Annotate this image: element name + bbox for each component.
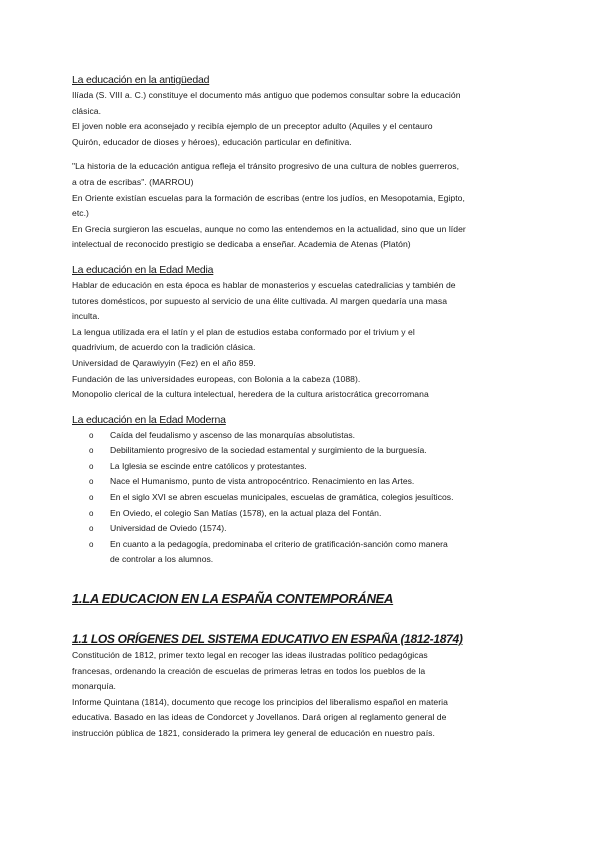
paragraph-line: Ilíada (S. VIII a. C.) constituye el documento más antiguo que podemos consultar sobre la educación xyxy=(72,90,461,100)
document-page xyxy=(72,72,532,742)
paragraph-line: educativa. Basado en las ideas de Condorcet y Jovellanos. Dará origen al reglamento general de xyxy=(72,712,447,723)
list-item: o En el siglo XVI se abren escuelas municipales, escuelas de gramática, colegios jesuíticos. xyxy=(72,490,532,506)
paragraph-line: Hablar de educación en esta época es hablar de monasterios y escuelas catedralicias y también de xyxy=(72,279,456,290)
paragraph-line: francesas, ordenando la creación de escuelas de primeras letras en todos los pueblos de la xyxy=(72,665,426,676)
quote-line: "La historia de la educación antigua refleja el tránsito progresivo de una cultura de nobles guerreros, xyxy=(72,161,460,172)
bullet-icon: o xyxy=(89,430,94,440)
section-title-edad-media: La educación en la Edad Media xyxy=(72,263,214,276)
paragraph-line: tutores domésticos, por supuesto al servicio de una élite cultivada. Al margen quedaría una masa xyxy=(72,295,448,306)
paragraph-line: intelectual de reconocido prestigio se dedicaba a enseñar. Academia de Atenas (Platón) xyxy=(72,239,411,250)
paragraph-line: La lengua utilizada era el latín y el plan de estudios estaba conformado por el trivium y el xyxy=(72,326,415,337)
list-item: o Nace el Humanismo, punto de vista antropocéntrico. Renacimiento en las Artes. xyxy=(72,474,532,490)
paragraph-line: El joven noble era aconsejado y recibía ejemplo de un preceptor adulto (Aquiles y el centauro xyxy=(72,121,433,132)
list-item: o Debilitamiento progresivo de la sociedad estamental y surgimiento de la burguesía. xyxy=(72,443,532,459)
list-item: o Caída del feudalismo y ascenso de las monarquías absolutistas. xyxy=(72,428,532,444)
bullet-icon: o xyxy=(89,461,94,471)
paragraph-line: quadrivium, de acuerdo con la tradición clásica. xyxy=(72,342,256,353)
paragraph-line: Quirón, educador de dioses y héroes), educación particular en definitiva. xyxy=(72,136,352,147)
list-item: o Universidad de Oviedo (1574). xyxy=(72,521,532,537)
paragraph-line: inculta. xyxy=(72,311,100,322)
section-title-antiguedad: La educación en la antigüedad xyxy=(72,74,210,86)
paragraph-line: monarquía. xyxy=(72,681,116,692)
list-item: o En cuanto a la pedagogía, predominaba el criterio de gratificación-sanción como manera de controlar a los alumnos. xyxy=(89,538,448,565)
list-item: o La Iglesia se escinde entre católicos y protestantes. xyxy=(72,459,532,475)
section-title-edad-moderna: La educación en la Edad Moderna xyxy=(72,413,226,426)
paragraph-line: Constitución de 1812, primer texto legal en recoger las ideas ilustradas político pedagógicas xyxy=(72,650,428,661)
bullet-list xyxy=(72,428,532,568)
paragraph-line: En Grecia surgieron las escuelas, aunque no como las entendemos en la actualidad, sino que un líder xyxy=(72,223,466,234)
bullet-icon: o xyxy=(89,493,94,503)
bullet-icon: o xyxy=(89,446,94,456)
chapter-heading: 1.LA EDUCACION EN LA ESPAÑA CONTEMPORÁNEA xyxy=(72,591,394,607)
paragraph-line: clásica. xyxy=(72,105,102,116)
paragraph-line: En Oriente existían escuelas para la formación de escribas (entre los judíos, en Mesopotamia, Egipto, xyxy=(72,192,465,203)
subsection-heading: 1.1 LOS ORÍGENES DEL SISTEMA EDUCATIVO EN ESPAÑA (1812-1874) xyxy=(72,632,463,647)
bullet-icon: o xyxy=(89,539,94,549)
list-item: o En Oviedo, el colegio San Matías (1578), en la actual plaza del Fontán. xyxy=(72,506,532,522)
paragraph-line: Universidad de Qarawiyyin (Fez) en el año 859. xyxy=(72,357,256,368)
paragraph-line: Monopolio clerical de la cultura intelectual, heredera de la cultura aristocrática grecorromana xyxy=(72,389,429,400)
quote-line: a otra de escribas". (MARROU) xyxy=(72,176,194,187)
paragraph-line: etc.) xyxy=(72,208,89,219)
bullet-icon: o xyxy=(89,508,94,518)
bullet-icon: o xyxy=(89,524,94,534)
paragraph-line: instrucción pública de 1821, considerado la primera ley general de educación en nuestro país. xyxy=(72,728,435,738)
bullet-icon: o xyxy=(89,477,94,487)
paragraph-line: Informe Quintana (1814), documento que recoge los principios del liberalismo español en materia xyxy=(72,696,448,707)
paragraph-line: Fundación de las universidades europeas, con Bolonia a la cabeza (1088). xyxy=(72,373,361,384)
